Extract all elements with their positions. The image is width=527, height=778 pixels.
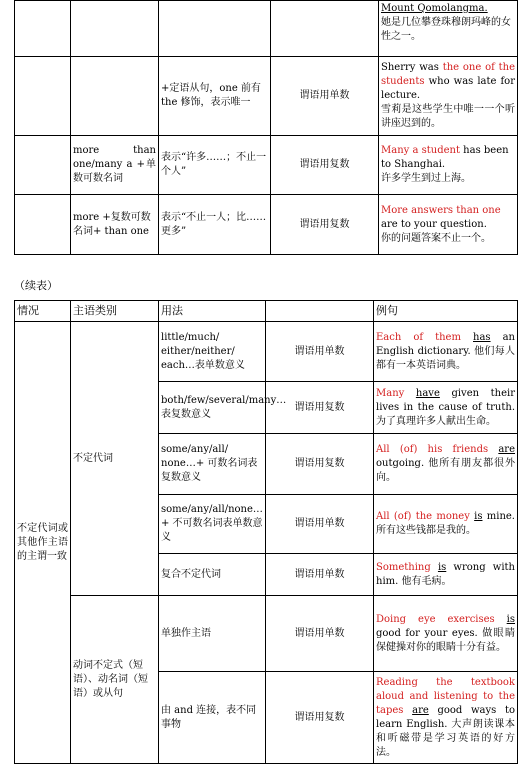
- agreement-cell: 谓语用复数: [266, 434, 374, 495]
- subject-type-cell: more +复数可数名词+ than one: [71, 195, 159, 255]
- example-highlight: the one of the students: [381, 62, 515, 87]
- usage-cell: little/much/ either/neither/ each…表单数意义: [159, 322, 266, 382]
- example-cell: [374, 554, 518, 596]
- example-cell: [379, 57, 518, 136]
- example-space: [461, 332, 473, 343]
- usage-cell: 单独作主语: [159, 596, 266, 672]
- example-space: [403, 705, 412, 716]
- table-row: [15, 322, 518, 382]
- example-rest: wrong with him. 他有毛病。: [376, 561, 515, 587]
- table-header-row: [15, 301, 518, 322]
- subject-type-cell: more than one/many a +单数可数名词: [71, 136, 159, 195]
- usage-cell: 表示“不止一人；比……更多”: [159, 195, 271, 255]
- agreement-cell: 谓语用单数: [266, 322, 374, 382]
- example-cn: 你的问题答案不止一个。: [381, 232, 491, 244]
- grammar-table-bottom: [14, 300, 518, 764]
- example-cell: [374, 434, 518, 495]
- agreement-cell: 谓语用单数: [266, 596, 374, 672]
- example-cell: [379, 1, 518, 57]
- table-cell: [15, 57, 71, 136]
- example-highlight: All (of) his friends: [376, 444, 489, 455]
- example-cell: [379, 136, 518, 195]
- example-space: [488, 444, 498, 455]
- agreement-cell: 谓语用单数: [266, 495, 374, 554]
- example-rest: good ways to learn English. 大声朗读课本和听磁带是学习英语的好方法。: [376, 704, 515, 758]
- example-space: [431, 562, 438, 573]
- header-agreement: [266, 301, 374, 322]
- table-cell: [15, 1, 71, 57]
- table-cell: [71, 57, 159, 136]
- table-row: [15, 195, 518, 255]
- example-rest: given their lives in the cause of truth. 为了真理许多人献出生命。: [376, 387, 515, 427]
- example-cn: 她是几位攀登珠穆朗玛峰的女性之一。: [381, 17, 511, 42]
- example-en: Mount Qomolangma.: [381, 3, 488, 14]
- example-highlight: Many: [376, 387, 405, 399]
- example-space: [495, 614, 507, 625]
- table-cell: [15, 195, 71, 255]
- example-highlight: Doing eye exercises: [376, 613, 495, 625]
- usage-cell: 复合不定代词: [159, 554, 266, 596]
- table-row: [15, 57, 518, 136]
- example-cell: [374, 672, 518, 764]
- agreement-cell: 谓语用复数: [271, 136, 379, 195]
- agreement-cell: 谓语用复数: [266, 382, 374, 434]
- table-cell: [15, 136, 71, 195]
- example-highlight: All (of) the money: [376, 511, 470, 522]
- example-rest: good for your eyes. 做眼睛保健操对你的眼睛十分有益。: [376, 627, 515, 653]
- example-cn: 许多学生到过上海。: [381, 173, 471, 184]
- subject-category-cell: 动词不定式（短语）、动名词（短语）或从句: [71, 596, 159, 764]
- usage-cell: some/any/all/none… + 不可数名词表单数意义: [159, 495, 266, 554]
- example-highlight: More answers than one: [381, 204, 501, 216]
- usage-cell: +定语从句，one 前有 the 修饰，表示唯一: [159, 57, 271, 136]
- table-cell: [71, 1, 159, 57]
- agreement-cell: 谓语用单数: [266, 554, 374, 596]
- agreement-cell: 谓语用单数: [271, 57, 379, 136]
- example-cell: [379, 195, 518, 255]
- table-row: [15, 136, 518, 195]
- example-verb: has: [473, 331, 491, 343]
- agreement-cell: 谓语用复数: [266, 672, 374, 764]
- example-prefix: Sherry was: [381, 62, 443, 73]
- example-rest: outgoing. 他所有朋友都很外向。: [376, 458, 515, 483]
- example-highlight: Something: [376, 561, 431, 573]
- example-verb: are: [412, 704, 429, 716]
- example-verb: is: [474, 511, 483, 522]
- table-cell: [159, 1, 271, 57]
- example-suffix: who was late for lecture.: [381, 76, 515, 101]
- header-subject-type: 主语类别: [71, 301, 159, 322]
- usage-cell: both/few/several/many… 表复数意义: [159, 382, 266, 434]
- example-cell: [374, 382, 518, 434]
- usage-cell: 由 and 连接，表不同事物: [159, 672, 266, 764]
- example-suffix: has been to Shanghai.: [381, 145, 509, 170]
- example-verb: have: [415, 387, 440, 399]
- situation-cell: 不定代词或其他作主语的主谓一致: [15, 322, 71, 764]
- example-verb: is: [437, 561, 447, 573]
- example-rest: mine. 所有这些钱都是我的。: [376, 511, 515, 536]
- example-highlight: Each of them: [376, 331, 461, 343]
- example-space: [404, 388, 416, 399]
- table-cell: [271, 1, 379, 57]
- example-cell: [374, 596, 518, 672]
- example-highlight: Reading the textbook aloud and listening to the tapes: [376, 676, 515, 716]
- table-row: [15, 596, 518, 672]
- subject-category-cell: 不定代词: [71, 322, 159, 596]
- example-rest: an English dictionary. 他们每人都有一本英语词典。: [376, 331, 515, 371]
- example-cn: 雪莉是这些学生中唯一一个听讲座迟到的。: [381, 104, 515, 129]
- example-highlight: Many a student: [381, 145, 460, 156]
- example-cell: [374, 495, 518, 554]
- example-cell: [374, 322, 518, 382]
- example-suffix: are to your question.: [381, 218, 487, 230]
- usage-cell: 表示“许多……；不止一个人”: [159, 136, 271, 195]
- grammar-table-top: [14, 0, 518, 255]
- table-row: [15, 1, 518, 57]
- table-caption: （续表）: [14, 279, 58, 292]
- header-situation: 情况: [15, 301, 71, 322]
- agreement-cell: 谓语用复数: [271, 195, 379, 255]
- header-usage: 用法: [159, 301, 266, 322]
- example-verb: are: [498, 444, 515, 455]
- usage-cell: some/any/all/ none…+ 可数名词表复数意义: [159, 434, 266, 495]
- header-example: 例句: [374, 301, 518, 322]
- example-verb: is: [506, 613, 515, 625]
